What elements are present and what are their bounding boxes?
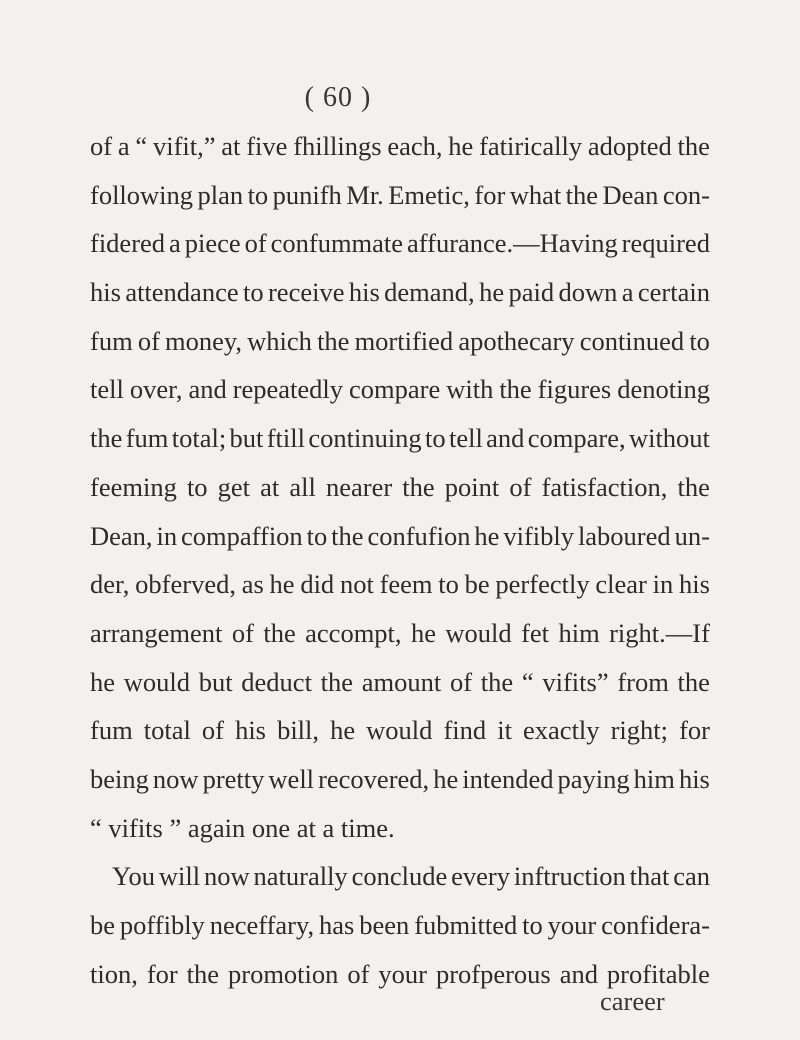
word: of bbox=[509, 471, 532, 502]
word: it bbox=[497, 715, 512, 746]
word: he bbox=[410, 617, 436, 648]
word: the bbox=[186, 958, 220, 989]
word: and bbox=[486, 423, 525, 454]
word: Dean bbox=[602, 179, 659, 210]
word: deduct bbox=[241, 666, 312, 697]
word: a bbox=[117, 131, 130, 161]
word: which bbox=[247, 325, 312, 356]
word: that bbox=[629, 861, 670, 892]
word: exactly bbox=[523, 715, 600, 746]
word: of bbox=[244, 228, 267, 259]
word: would bbox=[445, 617, 512, 648]
word: would bbox=[123, 666, 190, 697]
text-line bbox=[90, 755, 710, 804]
word: of bbox=[231, 617, 254, 648]
text-line bbox=[90, 560, 710, 609]
word: receive bbox=[267, 277, 345, 308]
word: he bbox=[479, 277, 505, 308]
text-line bbox=[90, 414, 710, 463]
word: tion, bbox=[90, 958, 138, 989]
word: “ bbox=[521, 666, 534, 697]
word: the bbox=[480, 666, 514, 697]
word: paying bbox=[557, 763, 630, 794]
word: now bbox=[152, 763, 199, 794]
word: Emetic, bbox=[388, 179, 470, 210]
word: arrangement bbox=[90, 617, 223, 648]
word: to bbox=[306, 520, 328, 551]
text-line bbox=[90, 658, 710, 707]
word: get bbox=[217, 471, 251, 502]
word: the bbox=[499, 374, 532, 405]
word: feeming bbox=[90, 471, 177, 502]
word: not bbox=[339, 569, 374, 600]
word: inftruction bbox=[513, 861, 626, 892]
word: has bbox=[319, 910, 355, 940]
word: compare bbox=[349, 374, 441, 405]
word: repeatedly bbox=[232, 374, 344, 405]
word: laboured bbox=[577, 520, 671, 551]
word: now bbox=[203, 861, 250, 892]
body-text bbox=[90, 122, 710, 998]
word: poffibly bbox=[119, 910, 205, 940]
word: to bbox=[186, 471, 208, 502]
word: neceffary, bbox=[209, 910, 315, 940]
word: he bbox=[330, 715, 356, 746]
word: vifits” bbox=[542, 666, 609, 697]
word: what bbox=[509, 179, 562, 210]
word: amount bbox=[361, 666, 442, 697]
word: confidera- bbox=[601, 910, 710, 940]
word: paid bbox=[508, 277, 555, 308]
word: pretty bbox=[202, 763, 265, 794]
word: a bbox=[169, 228, 181, 259]
word: piece bbox=[184, 228, 241, 259]
word: recovered, bbox=[318, 763, 430, 794]
word: in bbox=[652, 569, 674, 600]
word: of bbox=[137, 325, 160, 356]
word: he bbox=[269, 569, 295, 600]
word: total bbox=[143, 715, 191, 746]
word: to bbox=[522, 910, 543, 940]
word: and bbox=[559, 958, 598, 989]
word: the bbox=[402, 471, 435, 502]
word: compaffion bbox=[181, 520, 303, 551]
word: figures bbox=[537, 374, 612, 405]
word: of bbox=[201, 715, 224, 746]
word: confufion bbox=[367, 520, 471, 551]
word: un- bbox=[674, 520, 710, 551]
word: his bbox=[678, 569, 710, 600]
text-line bbox=[90, 706, 710, 755]
word: fatirically bbox=[479, 131, 583, 161]
text-line bbox=[90, 122, 710, 171]
word: fet bbox=[521, 617, 550, 648]
word: feem bbox=[379, 569, 433, 600]
word: fum bbox=[125, 423, 169, 454]
word: bill, bbox=[277, 715, 320, 746]
text-line bbox=[90, 463, 710, 512]
word: demand, bbox=[384, 277, 475, 308]
word: attendance bbox=[125, 277, 239, 308]
word: be bbox=[464, 569, 490, 600]
word: obferved, bbox=[135, 569, 236, 600]
word: right; bbox=[610, 715, 669, 746]
word: clear bbox=[595, 569, 647, 600]
word: but bbox=[229, 423, 264, 454]
word: punifh bbox=[272, 179, 342, 210]
word: the bbox=[331, 520, 364, 551]
word: money, bbox=[165, 325, 243, 356]
word: profperous bbox=[435, 958, 551, 989]
text-line bbox=[90, 609, 710, 658]
word: for bbox=[474, 179, 506, 210]
word: fum bbox=[90, 715, 133, 746]
word: of bbox=[347, 958, 370, 989]
word: at bbox=[221, 131, 241, 161]
word: five bbox=[246, 131, 288, 161]
word: he bbox=[433, 763, 459, 794]
word: Mr. bbox=[346, 179, 384, 210]
word: You bbox=[112, 861, 155, 892]
word: his bbox=[235, 715, 266, 746]
word: fhillings bbox=[293, 131, 382, 161]
word: required bbox=[621, 228, 710, 259]
word: point bbox=[444, 471, 500, 502]
word: to bbox=[689, 325, 710, 356]
word: continuing bbox=[308, 423, 422, 454]
word: well bbox=[268, 763, 315, 794]
word: will bbox=[158, 861, 201, 892]
word: your bbox=[378, 958, 427, 989]
word: the bbox=[677, 131, 710, 161]
word: profitable bbox=[606, 958, 710, 989]
text-line bbox=[90, 219, 710, 268]
word: in bbox=[156, 520, 178, 551]
text-line bbox=[90, 512, 710, 561]
word: continued bbox=[579, 325, 685, 356]
word: the bbox=[320, 666, 354, 697]
word: certain bbox=[637, 277, 710, 308]
word: der, bbox=[90, 569, 130, 600]
word: every bbox=[451, 861, 510, 892]
word: his bbox=[90, 277, 121, 308]
word: for bbox=[679, 715, 710, 746]
word: the bbox=[263, 617, 296, 648]
word: fatisfaction, bbox=[541, 471, 668, 502]
word: confummate bbox=[270, 228, 404, 259]
word: your bbox=[547, 910, 597, 940]
word: naturally bbox=[253, 861, 348, 892]
word: all bbox=[289, 471, 316, 502]
word: to bbox=[242, 277, 264, 308]
word: vifibly bbox=[503, 520, 575, 551]
word: tell bbox=[90, 374, 124, 405]
word: vifit,” bbox=[152, 131, 216, 161]
word: ftill bbox=[266, 423, 305, 454]
paragraph-start-line bbox=[90, 852, 710, 901]
word: right.—If bbox=[609, 617, 710, 648]
word: compare, bbox=[527, 423, 626, 454]
word: and bbox=[188, 374, 227, 405]
word: over, bbox=[129, 374, 183, 405]
word: his bbox=[348, 277, 380, 308]
word: find bbox=[443, 715, 487, 746]
word: fubmitted bbox=[414, 910, 518, 940]
word: but bbox=[198, 666, 233, 697]
word: a bbox=[621, 277, 634, 308]
word: plan bbox=[197, 179, 244, 210]
word: apothecary bbox=[458, 325, 575, 356]
word: from bbox=[617, 666, 669, 697]
word: the bbox=[317, 325, 350, 356]
word: the bbox=[565, 179, 599, 210]
word: the bbox=[677, 471, 710, 502]
word: accompt, bbox=[305, 617, 402, 648]
word: nearer bbox=[326, 471, 393, 502]
word: conclude bbox=[351, 861, 448, 892]
word: promotion bbox=[228, 958, 339, 989]
word: as bbox=[241, 569, 264, 600]
word: been bbox=[359, 910, 410, 940]
word: Dean, bbox=[90, 520, 153, 551]
word: his bbox=[678, 763, 710, 794]
word: the bbox=[677, 666, 710, 697]
word: of bbox=[449, 666, 473, 697]
word: fidered bbox=[90, 228, 166, 259]
text-line bbox=[90, 317, 710, 366]
word: to bbox=[247, 179, 269, 210]
word: intended bbox=[462, 763, 554, 794]
word: “ bbox=[135, 131, 148, 161]
word: of bbox=[90, 131, 113, 161]
word: following bbox=[90, 179, 194, 210]
word: mortified bbox=[354, 325, 454, 356]
text-line bbox=[90, 268, 710, 317]
word: without bbox=[628, 423, 710, 454]
word: perfectly bbox=[495, 569, 590, 600]
word: affurance.—Having bbox=[407, 228, 618, 259]
text-line bbox=[90, 365, 710, 414]
word: he bbox=[474, 520, 500, 551]
text-line bbox=[90, 171, 710, 220]
word: adopted bbox=[587, 131, 672, 161]
word: denoting bbox=[617, 374, 710, 405]
word: him bbox=[633, 763, 675, 794]
word: fum bbox=[90, 325, 133, 356]
word: him bbox=[558, 617, 600, 648]
word: can bbox=[673, 861, 710, 892]
word: with bbox=[446, 374, 494, 405]
word: be bbox=[90, 910, 116, 940]
word: being bbox=[90, 763, 149, 794]
word: at bbox=[260, 471, 280, 502]
word: total; bbox=[171, 423, 227, 454]
word: each, bbox=[387, 131, 443, 161]
word: for bbox=[146, 958, 178, 989]
catchword: career bbox=[600, 986, 665, 1016]
word: the bbox=[90, 423, 123, 454]
word: would bbox=[366, 715, 433, 746]
page-number: ( 60 ) bbox=[304, 82, 372, 113]
word: tell bbox=[448, 423, 483, 454]
paragraph-end-line: “ vifits ” again one at a time. bbox=[90, 812, 395, 843]
word: to bbox=[425, 423, 446, 454]
word: down bbox=[558, 277, 618, 308]
word: he bbox=[90, 666, 116, 697]
word: to bbox=[438, 569, 459, 600]
word: did bbox=[300, 569, 335, 600]
word: he bbox=[448, 131, 474, 161]
word: con- bbox=[662, 179, 710, 210]
text-line bbox=[90, 901, 710, 950]
